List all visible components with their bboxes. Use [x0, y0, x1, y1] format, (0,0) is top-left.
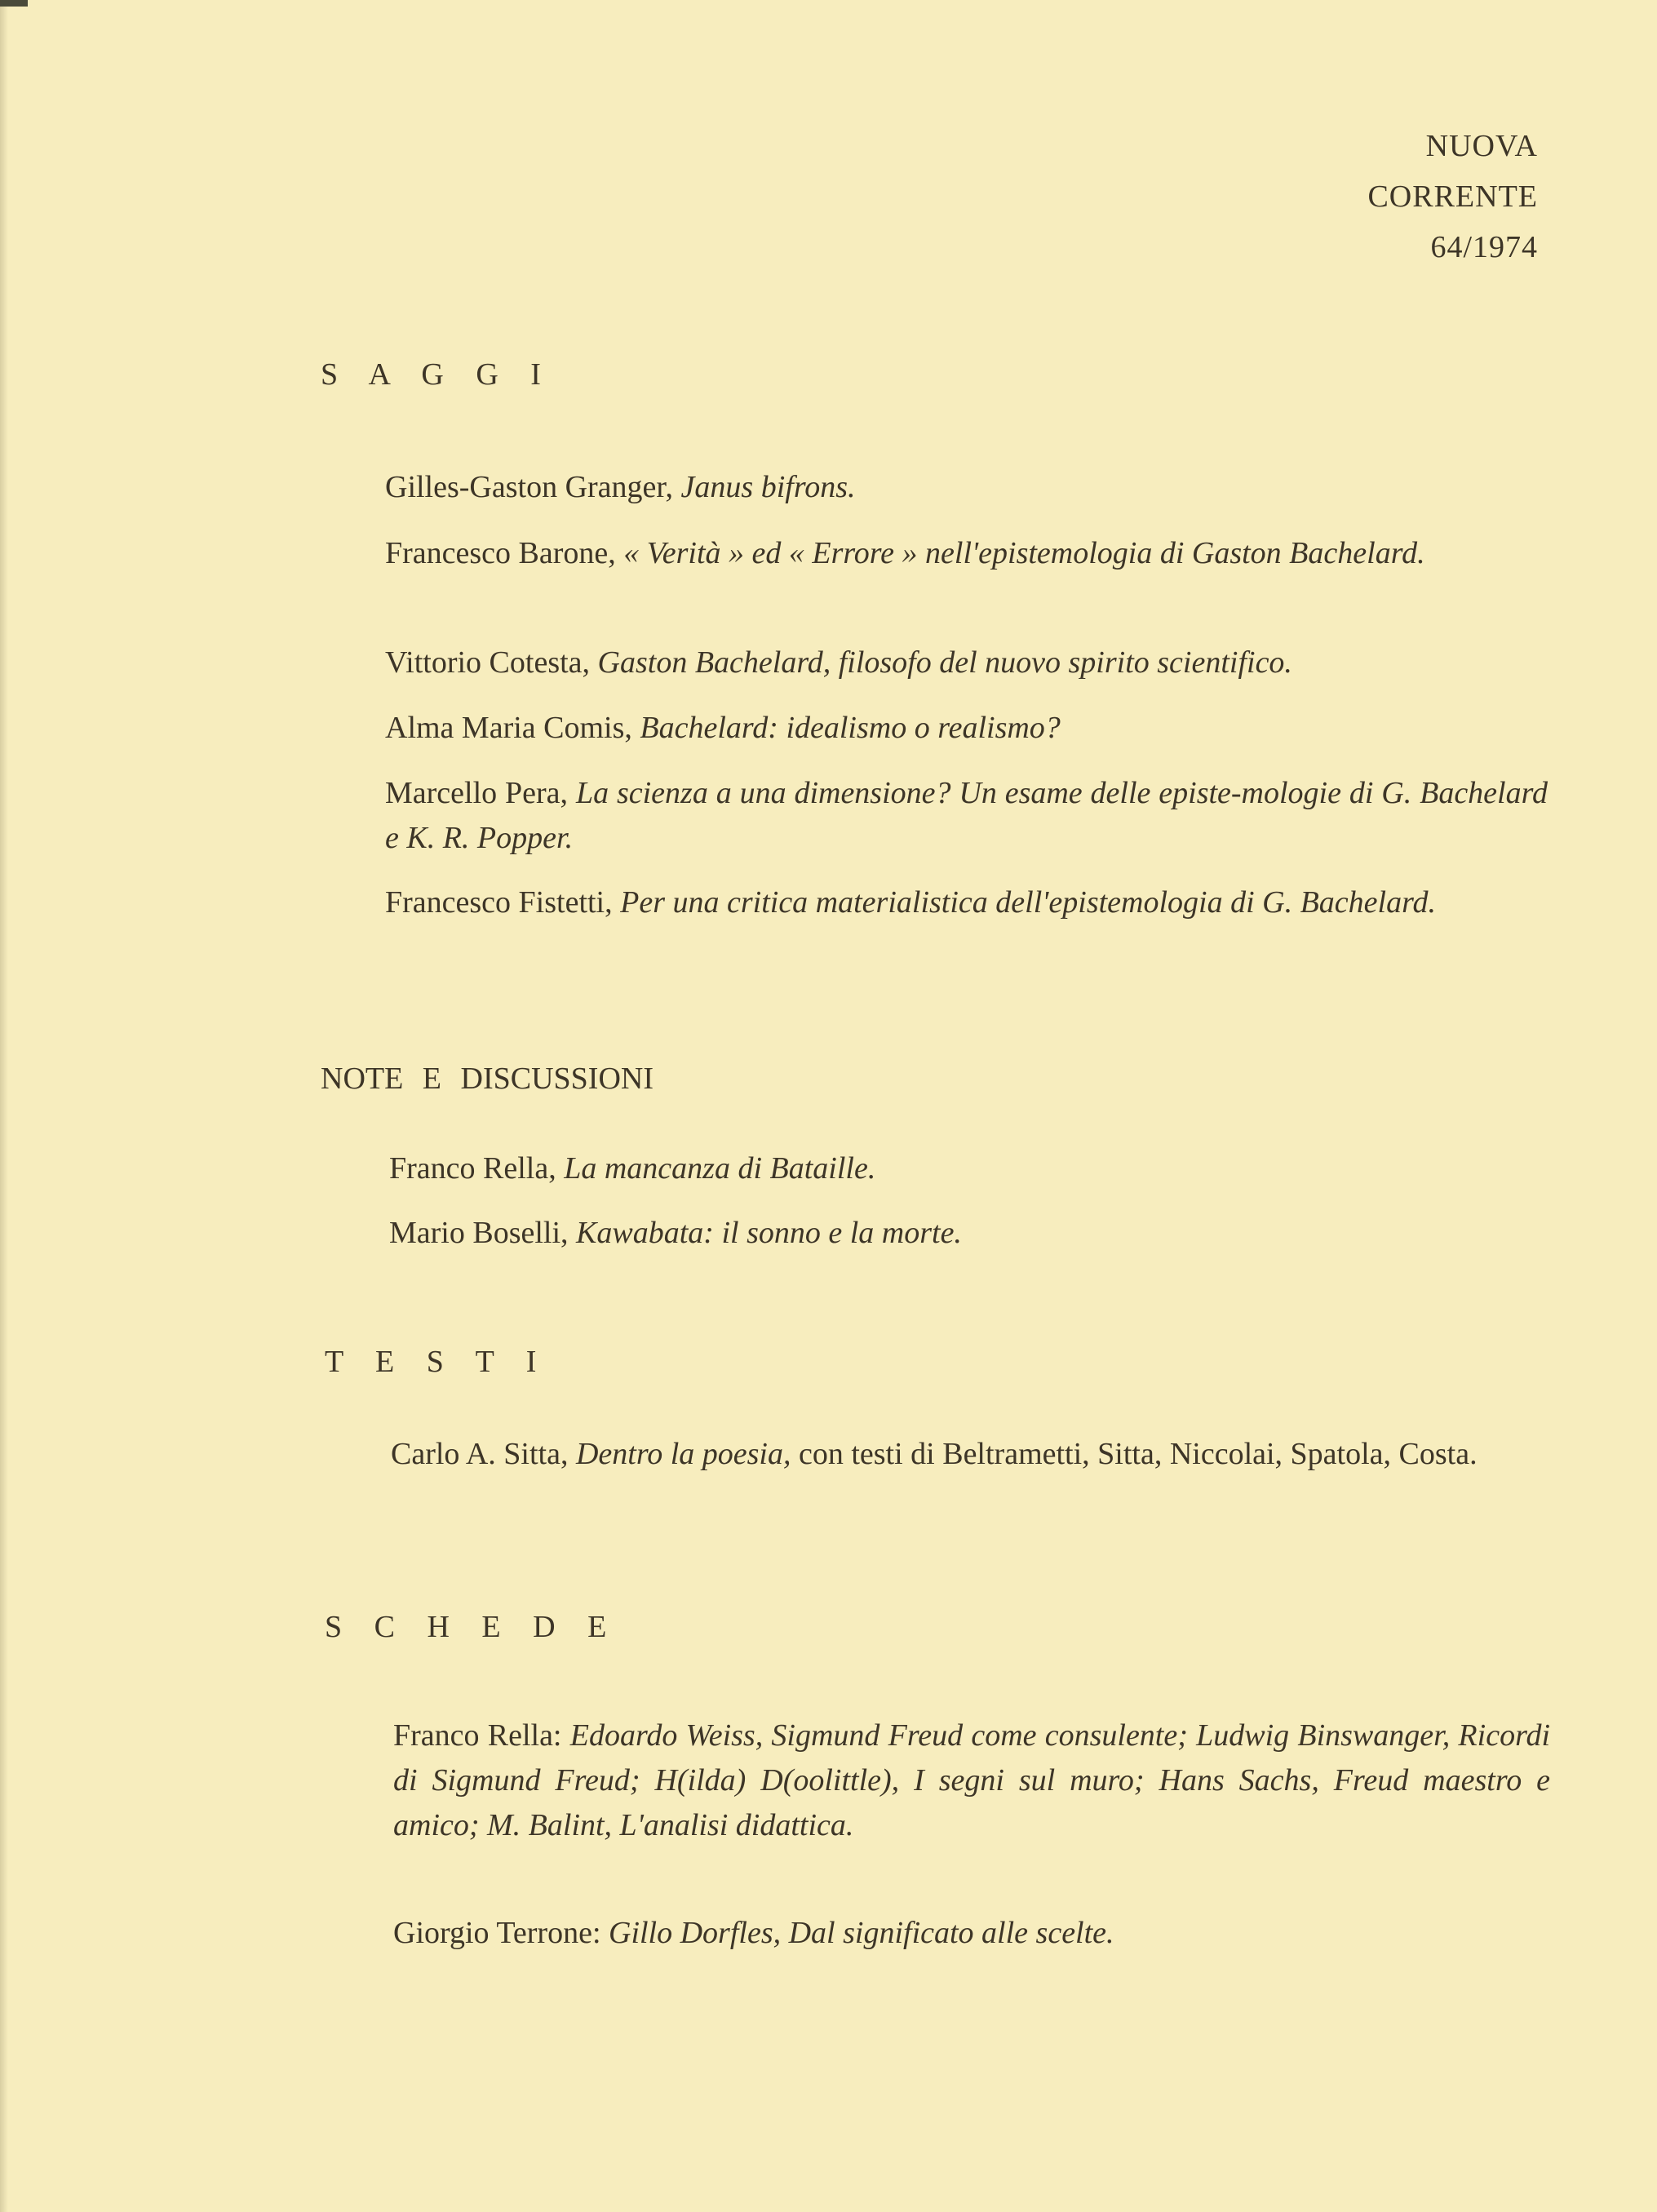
toc-entry — [393, 1713, 1550, 1848]
entry-title: « Verità » ed « Errore » nell'epistemologia di Gaston Bachelard. — [623, 536, 1425, 570]
section-title-testi: T E S T I — [325, 1345, 549, 1379]
entry-author: Vittorio Cotesta, — [385, 645, 591, 680]
masthead — [1367, 121, 1538, 273]
entry-author: Franco Rella: — [393, 1718, 562, 1753]
corner-mark — [0, 0, 28, 7]
toc-entry — [385, 880, 1548, 925]
entry-author: Francesco Fistetti, — [385, 885, 613, 920]
entry-title: Gillo Dorfles, Dal significato alle scelte. — [609, 1916, 1114, 1950]
section-title-schede: S C H E D E — [325, 1610, 619, 1644]
toc-entry — [385, 531, 1548, 576]
toc-entry — [385, 706, 1548, 751]
entry-title: La mancanza di Bataille. — [564, 1151, 876, 1186]
entry-title: Edoardo Weiss, Sigmund Freud come consulente; Ludwig Binswanger, Ricordi di Sigmund Freud; H(ilda) D(oolittle), I segni sul muro; Hans Sachs, Freud maestro e amico; M. Balint, L'analisi didattica. — [393, 1718, 1551, 1842]
toc-entry — [389, 1211, 1552, 1256]
page-edge — [0, 0, 8, 2212]
section-title-saggi: S A G G I — [321, 357, 553, 392]
section-title-note-e-discussioni: NOTE E DISCUSSIONI — [321, 1062, 653, 1096]
entry-title: Bachelard: idealismo o realismo? — [640, 711, 1061, 745]
entry-author: Marcello Pera, — [385, 776, 569, 810]
entry-author: Giorgio Terrone: — [393, 1916, 601, 1950]
toc-entry — [385, 465, 1548, 510]
entry-author: Francesco Barone, — [385, 536, 616, 570]
entry-title: Dentro la poesia, — [575, 1437, 791, 1471]
entry-title: Kawabata: il sonno e la morte. — [576, 1216, 962, 1250]
entry-title: La scienza a una dimensione? Un esame delle episte-mologie di G. Bachelard e K. R. Popper. — [385, 776, 1548, 855]
masthead-issue: 64/1974 — [1430, 230, 1538, 264]
toc-entry — [393, 1911, 1550, 1956]
masthead-title-line2: CORRENTE — [1367, 180, 1538, 214]
toc-entry — [385, 771, 1548, 861]
masthead-title-line1: NUOVA — [1425, 129, 1538, 163]
entry-author: Carlo A. Sitta, — [391, 1437, 569, 1471]
entry-title: Per una critica materialistica dell'epistemologia di G. Bachelard. — [620, 885, 1436, 920]
entry-title: Janus bifrons. — [680, 470, 856, 504]
entry-author: Gilles-Gaston Granger, — [385, 470, 674, 504]
entry-author: Franco Rella, — [389, 1151, 556, 1186]
entry-note: con testi di Beltrametti, Sitta, Niccolai, Spatola, Costa. — [798, 1437, 1478, 1471]
toc-entry — [391, 1432, 1550, 1477]
entry-author: Alma Maria Comis, — [385, 711, 632, 745]
toc-entry — [385, 641, 1548, 685]
entry-author: Mario Boselli, — [389, 1216, 569, 1250]
entry-title: Gaston Bachelard, filosofo del nuovo spirito scientifico. — [597, 645, 1292, 680]
toc-entry — [389, 1146, 1552, 1191]
